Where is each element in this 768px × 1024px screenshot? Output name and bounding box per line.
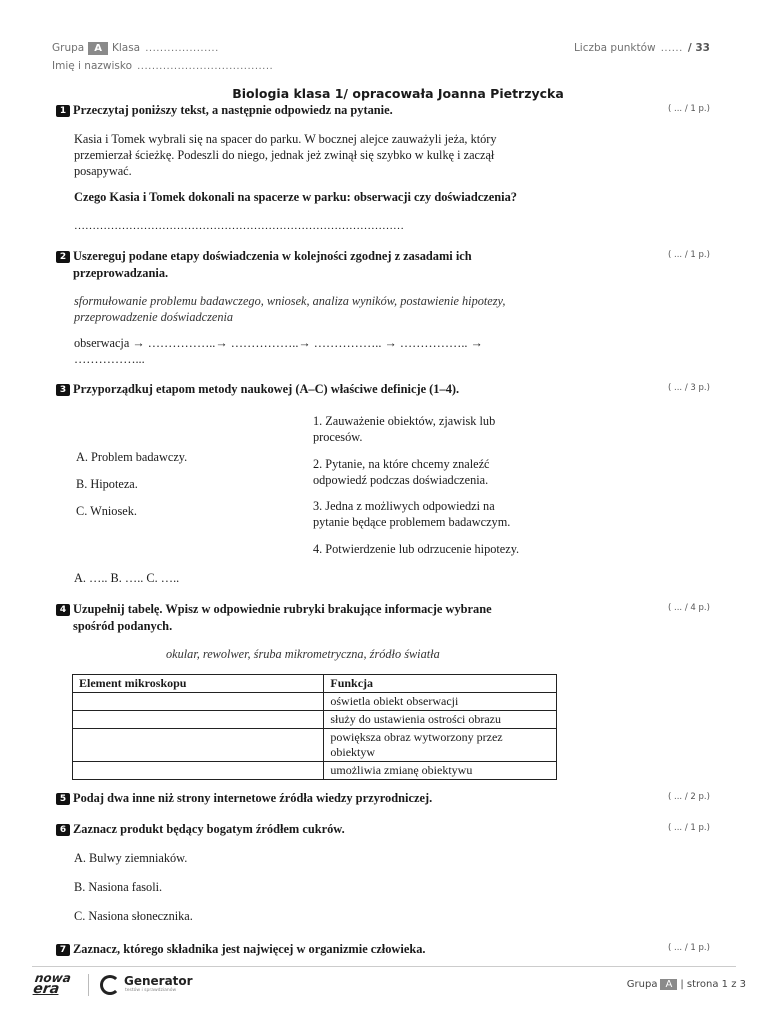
question-5-text: Podaj dwa inne niż strony internetowe źródła wiedzy przyrodniczej.	[73, 791, 433, 805]
footer-page-number: | strona 1 z 3	[680, 979, 746, 990]
question-2-points: ( ... / 1 p.)	[668, 250, 710, 260]
microscope-table	[72, 674, 557, 780]
question-6-text: Zaznacz produkt będący bogatym źródłem cukrów.	[73, 822, 345, 836]
nowa-era-logo	[32, 973, 71, 996]
question-6	[56, 821, 345, 838]
question-2-options	[74, 293, 505, 325]
header-group-line	[52, 36, 219, 55]
question-2-text-cont: przeprowadzania.	[73, 266, 169, 280]
answer-line[interactable]: ……………...	[74, 352, 145, 366]
options-line: sformułowanie problemu badawczego, wniosek, analiza wyników, postawienie hipotezy,	[74, 294, 506, 308]
footer-divider	[32, 966, 736, 967]
name-field[interactable]: .....................................	[137, 61, 274, 72]
question-3-points: ( ... / 3 p.)	[668, 383, 710, 393]
question-2-number: 2	[56, 251, 70, 263]
header-points	[574, 36, 710, 55]
question-4	[56, 601, 646, 635]
group-label: Grupa	[52, 42, 85, 54]
question-5-points: ( ... / 2 p.)	[668, 792, 710, 802]
q3-right-item	[313, 413, 495, 445]
passage-line: przemierzał ścieżkę. Podeszli do niego, jednak jeż zwinął się szybko w kulkę i zaczął	[74, 148, 495, 162]
table-row	[73, 729, 557, 762]
q6-option-c[interactable]: C. Nasiona słonecznika.	[74, 909, 193, 923]
q3-right-item	[313, 541, 519, 557]
question-2	[56, 248, 636, 282]
question-1-points: ( ... / 1 p.)	[668, 104, 710, 114]
table-cell-input[interactable]	[73, 762, 324, 780]
table-header-cell: Funkcja	[324, 675, 557, 693]
question-4-options: okular, rewolwer, śruba mikrometryczna, źródło światła	[166, 647, 440, 661]
generator-logo-icon	[100, 975, 120, 995]
definition-line: 1. Zauważenie obiektów, zjawisk lub	[313, 414, 496, 428]
q3-right-item	[313, 456, 490, 488]
question-1-prompt: Czego Kasia i Tomek dokonali na spacerze w parku: obserwacji czy doświadczenia?	[74, 190, 517, 204]
q3-left-item: B. Hipoteza.	[76, 477, 138, 491]
class-field[interactable]: ....................	[145, 43, 219, 54]
question-3-answer[interactable]: A. ….. B. ….. C. …..	[74, 571, 180, 585]
q3-right-item	[313, 498, 510, 530]
question-1-answer-line[interactable]: ………………………………………………………………………………	[74, 220, 404, 232]
table-cell-input[interactable]	[73, 693, 324, 711]
question-7	[56, 941, 426, 958]
points-total: / 33	[687, 42, 710, 54]
question-7-points: ( ... / 1 p.)	[668, 943, 710, 953]
table-cell-input[interactable]	[73, 729, 324, 762]
question-4-number: 4	[56, 604, 70, 616]
table-cell: służy do ustawienia ostrości obrazu	[324, 711, 557, 729]
table-row	[73, 711, 557, 729]
question-4-text-cont: spośród podanych.	[73, 619, 173, 633]
question-4-text: Uzupełnij tabelę. Wpisz w odpowiednie rubryki brakujące informacje wybrane	[73, 602, 492, 616]
question-1-number: 1	[56, 105, 70, 117]
question-3-text: Przyporządkuj etapom metody naukowej (A–C) właściwe definicje (1–4).	[73, 382, 460, 396]
passage-line: posapywać.	[74, 164, 132, 178]
definition-line: odpowiedź podczas doświadczenia.	[313, 473, 489, 487]
options-line: przeprowadzenie doświadczenia	[74, 310, 234, 324]
definition-line: 3. Jedna z możliwych odpowiedzi na	[313, 499, 495, 513]
generator-subtitle: testów i sprawdzianów	[125, 988, 177, 993]
definition-line: pytanie będące problemem badawczym.	[313, 515, 511, 529]
question-2-text: Uszereguj podane etapy doświadczenia w kolejności zgodnej z zasadami ich	[73, 249, 472, 263]
definition-line: 4. Potwierdzenie lub odrzucenie hipotezy.	[313, 542, 520, 556]
question-1-text: Przeczytaj poniższy tekst, a następnie odpowiedz na pytanie.	[73, 103, 393, 117]
question-3	[56, 381, 459, 398]
logo-separator	[88, 974, 89, 996]
question-6-points: ( ... / 1 p.)	[668, 823, 710, 833]
page-title: Biologia klasa 1/ opracowała Joanna Pietrzycka	[232, 86, 564, 101]
points-label: Liczba punktów	[573, 42, 656, 54]
question-5	[56, 790, 432, 807]
question-1-passage	[74, 131, 594, 179]
answer-line[interactable]: obserwacja → ……………..→ ……………..→ …………….. → …………….. →	[74, 336, 483, 350]
footer-group-label: Grupa	[626, 979, 658, 990]
question-7-text: Zaznacz, którego składnika jest najwięcej w organizmie człowieka.	[73, 942, 426, 956]
q3-left-item: A. Problem badawczy.	[76, 450, 188, 464]
table-header-row	[73, 675, 557, 693]
definition-line: 2. Pytanie, na które chcemy znaleźć	[313, 457, 490, 471]
question-7-number: 7	[56, 944, 70, 956]
passage-line: Kasia i Tomek wybrali się na spacer do parku. W bocznej alejce zauważyli jeża, który	[74, 132, 497, 146]
generator-title: Generator	[124, 974, 193, 988]
question-5-number: 5	[56, 793, 70, 805]
q6-option-b[interactable]: B. Nasiona fasoli.	[74, 880, 163, 894]
table-cell-input[interactable]	[73, 711, 324, 729]
footer-page-info	[627, 979, 746, 990]
table-cell: oświetla obiekt obserwacji	[324, 693, 557, 711]
question-4-points: ( ... / 4 p.)	[668, 603, 710, 613]
question-3-number: 3	[56, 384, 70, 396]
q3-left-item: C. Wniosek.	[76, 504, 137, 518]
name-label: Imię i nazwisko	[52, 60, 133, 72]
header-name-line	[52, 54, 273, 73]
q6-option-a[interactable]: A. Bulwy ziemniaków.	[74, 851, 188, 865]
table-cell: powiększa obraz wytworzony przez obiektyw	[324, 729, 557, 762]
table-row	[73, 693, 557, 711]
class-label: Klasa	[111, 42, 141, 54]
question-6-number: 6	[56, 824, 70, 836]
table-row	[73, 762, 557, 780]
table-cell: umożliwia zmianę obiektywu	[324, 762, 557, 780]
logo-text: era	[32, 981, 61, 997]
question-1	[56, 102, 616, 119]
logo-text: nowa	[33, 971, 72, 985]
question-2-answer[interactable]	[74, 335, 483, 367]
group-badge: A	[88, 42, 108, 55]
table-header-cell: Element mikroskopu	[73, 675, 324, 693]
definition-line: procesów.	[313, 430, 363, 444]
points-field: ......	[660, 43, 683, 54]
footer-group-badge: A	[660, 979, 677, 990]
